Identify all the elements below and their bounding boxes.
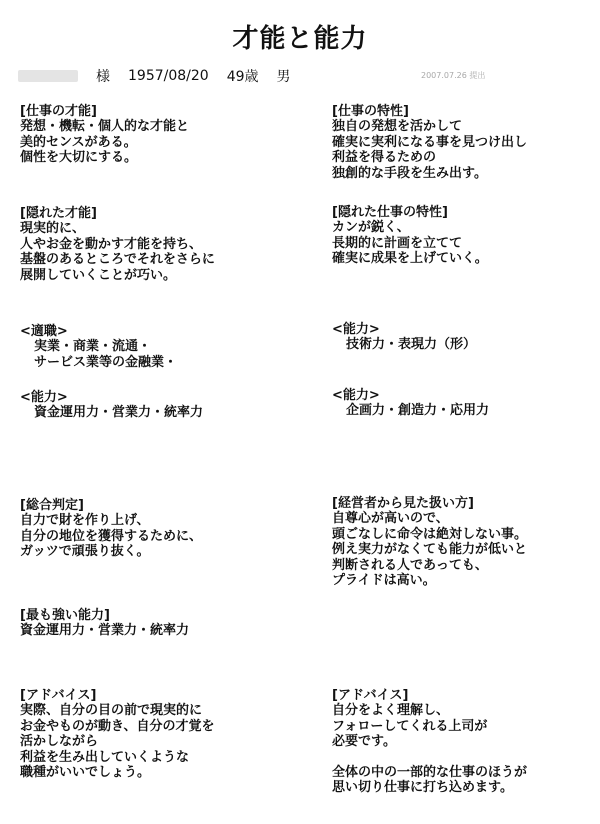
section-heading: <能力> <box>332 388 380 403</box>
section-heading: <適職> <box>20 324 68 339</box>
section-line: 自力で財を作り上げ、 <box>20 513 150 529</box>
section-work-talent <box>20 104 189 166</box>
section-ability-1 <box>332 322 476 353</box>
section-heading: [仕事の特性] <box>332 104 409 119</box>
section-line: 判断される人であっても、 <box>332 557 488 573</box>
section-line: 必要です。 <box>332 734 396 750</box>
section-line: 利益を得るための <box>332 150 437 166</box>
section-hidden-talent <box>20 206 215 283</box>
section-line: 独創的な手段を生み出す。 <box>332 165 487 181</box>
section-heading: [経営者から見た扱い方] <box>332 496 474 511</box>
section-heading: [アドバイス] <box>332 688 409 703</box>
section-work-traits <box>332 104 527 181</box>
section-line: 確実に成果を上げていく。 <box>332 251 488 267</box>
section-line: 思い切り仕事に打ち込めます。 <box>332 780 513 796</box>
section-line: 頭ごなしに命令は絶対しない事。 <box>332 526 528 542</box>
section-line: 職種がいいでしょう。 <box>20 765 151 781</box>
page-title: 才能と能力 <box>232 24 368 54</box>
section-line: 技術力・表現力（形） <box>346 337 477 353</box>
section-heading: [総合判定] <box>20 498 84 513</box>
section-line: 美的センスがある。 <box>20 134 137 150</box>
section-line: 確実に実利になる事を見つけ出し <box>332 134 528 150</box>
section-line: 展開していくことが巧い。 <box>20 267 177 283</box>
section-manager-view <box>332 496 527 588</box>
section-heading: [仕事の才能] <box>20 104 97 119</box>
section-line: 活かしながら <box>20 734 99 750</box>
section-hidden-traits <box>332 205 488 267</box>
section-heading: [アドバイス] <box>20 688 97 703</box>
section-line: 人やお金を動かす才能を持ち、 <box>20 236 203 252</box>
birthdate: 1957/08/20 <box>128 68 209 84</box>
section-heading: [最も強い能力] <box>20 608 110 623</box>
section-heading: [隠れた才能] <box>20 206 97 221</box>
section-ability <box>20 390 203 421</box>
section-advice-left <box>20 688 214 780</box>
age: 49歳 <box>226 69 259 85</box>
section-ability-2 <box>332 388 489 419</box>
section-line: 企画力・創造力・応用力 <box>346 403 490 419</box>
section-line: カンが鋭く、 <box>332 220 410 236</box>
section-line: 資金運用力・営業力・統率力 <box>20 623 190 639</box>
section-line: 実際、自分の目の前で現実的に <box>20 703 203 719</box>
section-line: 利益を生み出していくような <box>20 749 190 765</box>
section-line <box>332 750 527 765</box>
section-advice-right <box>332 688 527 796</box>
section-line: 資金運用力・営業力・統率力 <box>34 405 204 421</box>
redacted-name <box>18 70 78 82</box>
section-line: 例え実力がなくても能力が低いと <box>332 542 528 558</box>
gender: 男 <box>276 69 291 85</box>
section-overall <box>20 498 202 560</box>
section-line: 現実的に、 <box>20 221 86 237</box>
section-line: サービス業等の金融業・ <box>34 354 178 370</box>
section-line: 自尊心が高いので、 <box>332 511 449 527</box>
section-heading: [隠れた仕事の特性] <box>332 205 448 220</box>
section-heading: <能力> <box>20 390 68 405</box>
person-info <box>18 64 309 88</box>
section-strongest <box>20 608 189 639</box>
section-line: 個性を大切にする。 <box>20 150 138 166</box>
section-line: お金やものが動き、自分の才覚を <box>20 718 215 734</box>
section-line: 自分の地位を獲得するために、 <box>20 528 203 544</box>
section-line: 独自の発想を活かして <box>332 119 463 135</box>
section-line: ガッツで頑張り抜く。 <box>20 544 150 560</box>
date-stamp: 2007.07.26 提出 <box>421 71 486 80</box>
section-heading: <能力> <box>332 322 380 337</box>
section-line: 発想・機転・個人的な才能と <box>20 119 190 135</box>
section-line: 実業・商業・流通・ <box>34 339 152 355</box>
section-suitable-jobs <box>20 324 177 370</box>
section-line: プライドは高い。 <box>332 573 436 589</box>
section-line: 自分をよく理解し、 <box>332 703 450 719</box>
honorific: 様 <box>96 69 110 85</box>
section-line: 基盤のあるところでそれをさらに <box>20 252 215 268</box>
section-line: 全体の中の一部的な仕事のほうが <box>332 765 528 781</box>
section-line: 長期的に計画を立てて <box>332 235 463 251</box>
section-line: フォローしてくれる上司が <box>332 718 488 734</box>
